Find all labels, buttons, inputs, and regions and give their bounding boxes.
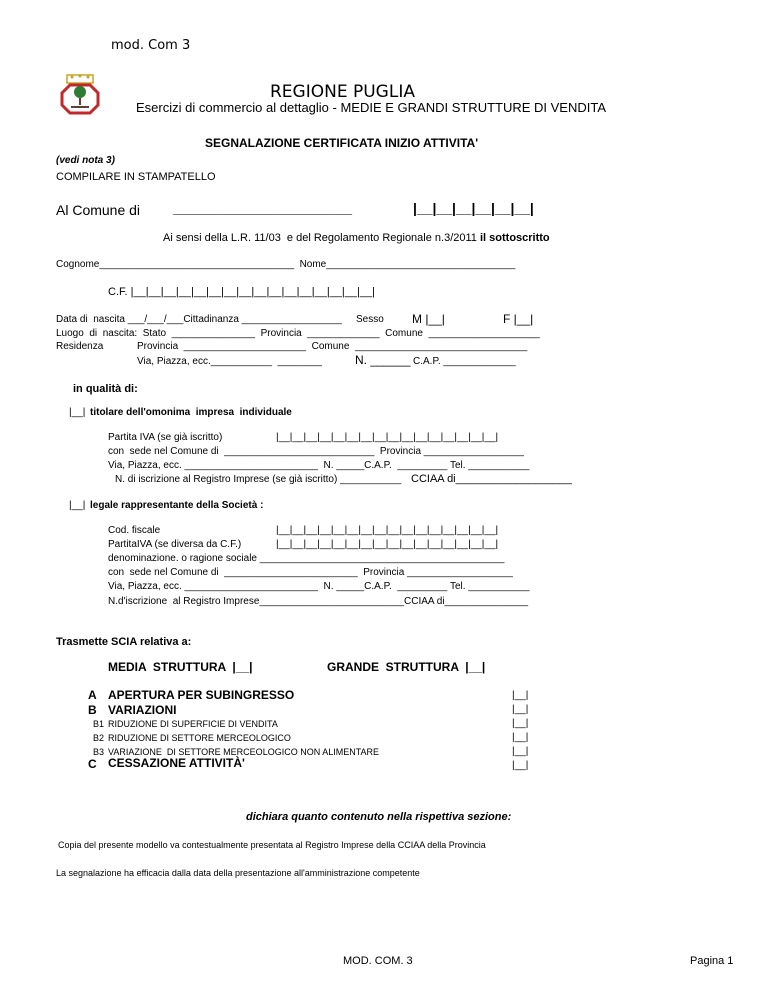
legale-via-field[interactable]: Via, Piazza, ecc. ________________________ N. _____C.A.P. _________ Tel. ___________ [108, 581, 530, 592]
scia-item-label: CESSAZIONE ATTIVITÀ' [108, 756, 245, 770]
page-number: Pagina 1 [690, 955, 734, 967]
scia-item-checkbox[interactable]: |__| [512, 732, 529, 743]
comune-code-boxes[interactable]: |__|__|__|__|__|__| [413, 200, 534, 216]
titolare-label: titolare dell'omonima impresa individuale [90, 407, 292, 418]
media-struttura-checkbox[interactable]: MEDIA STRUTTURA |__| [108, 660, 253, 674]
residenza-via-field[interactable]: Via, Piazza, ecc.___________ ________ [137, 356, 322, 367]
legale-piva-label: PartitaIVA (se diversa da C.F.) [108, 539, 242, 550]
legale-sede-field[interactable]: con sede nel Comune di ________________________ Provincia ___________________ [108, 567, 513, 578]
scia-item-letter: B2 [93, 733, 105, 743]
scia-item-checkbox[interactable]: |__| [512, 690, 529, 701]
residenza-cap-field[interactable]: C.A.P. _____________ [413, 356, 516, 367]
titolare-cciaa-field[interactable]: CCIAA di___________________ [411, 473, 572, 485]
legale-registro-field[interactable]: N.d'iscrizione al Registro Imprese__________________________CCIAA di_______________ [108, 596, 528, 607]
dichiara-text: dichiara quanto contenuto nella rispettiva sezione: [246, 811, 512, 823]
residenza-provincia-field[interactable]: Provincia ______________________ Comune _______________________________ [137, 341, 528, 352]
legale-cf-label: Cod. fiscale [108, 525, 161, 536]
legale-denominazione-field[interactable]: denominazione. o ragione sociale ____________________________________________ [108, 553, 505, 564]
efficacia-notice: La segnalazione ha efficacia dalla data della presentazione all'amministrazione competente [56, 868, 420, 878]
titolare-checkbox[interactable]: |__| [69, 407, 86, 418]
scia-item-letter: B [88, 703, 97, 717]
legale-label: legale rappresentante della Società : [90, 500, 264, 511]
qualita-heading: in qualità di: [73, 383, 138, 395]
scia-item-label: VARIAZIONI [108, 703, 177, 717]
titolare-sede-field[interactable]: con sede nel Comune di ___________________________ Provincia __________________ [108, 446, 524, 457]
legale-cf-boxes[interactable]: |__|__|__|__|__|__|__|__|__|__|__|__|__|__|__|__| [276, 525, 499, 536]
scia-item-checkbox[interactable]: |__| [512, 760, 529, 771]
data-nascita-field[interactable]: Data di nascita ___/___/___Cittadinanza __________________ [56, 314, 342, 325]
scia-item-letter: A [88, 688, 97, 702]
document-title: SEGNALAZIONE CERTIFICATA INIZIO ATTIVITA' [205, 136, 479, 150]
sesso-f-checkbox[interactable]: F |__| [503, 312, 534, 326]
residenza-numero-field[interactable]: N. ______ [355, 353, 411, 367]
region-title: REGIONE PUGLIA [270, 82, 415, 102]
scia-item-label: RIDUZIONE DI SETTORE MERCEOLOGICO [108, 733, 291, 743]
grande-struttura-checkbox[interactable]: GRANDE STRUTTURA |__| [327, 660, 486, 674]
comune-label: Al Comune di [56, 202, 141, 218]
form-subtitle: Esercizi di commercio al dettaglio - MEDIE E GRANDI STRUTTURE DI VENDITA [136, 100, 607, 115]
scia-item-checkbox[interactable]: |__| [512, 746, 529, 757]
luogo-nascita-field[interactable]: Luogo di nascita: Stato _______________ Provincia _____________ Comune ____________________ [56, 328, 540, 339]
titolare-piva-boxes[interactable]: |__|__|__|__|__|__|__|__|__|__|__|__|__|__|__|__| [276, 432, 499, 443]
scia-item-label: RIDUZIONE DI SUPERFICIE DI VENDITA [108, 719, 278, 729]
codice-fiscale-boxes[interactable]: C.F. |__|__|__|__|__|__|__|__|__|__|__|__|__|__|__|__| [108, 286, 375, 298]
note-reference: (vedi nota 3) [56, 155, 115, 166]
legal-reference: Ai sensi della L.R. 11/03 e del Regolamento Regionale n.3/2011 il sottoscritto [163, 232, 550, 244]
instruction-text: COMPILARE IN STAMPATELLO [56, 171, 216, 183]
scia-item-label: VARIAZIONE DI SETTORE MERCEOLOGICO NON ALIMENTARE [108, 747, 380, 757]
scia-item-letter: B3 [93, 747, 105, 757]
scia-item-checkbox[interactable]: |__| [512, 718, 529, 729]
scia-heading: Trasmette SCIA relativa a: [56, 636, 192, 648]
comune-field[interactable]: _______________________ [173, 200, 353, 216]
footer-form-code: MOD. COM. 3 [343, 955, 413, 967]
legale-piva-boxes[interactable]: |__|__|__|__|__|__|__|__|__|__|__|__|__|__|__|__| [276, 539, 499, 550]
residenza-label: Residenza [56, 341, 104, 352]
scia-item-letter: C [88, 757, 97, 771]
legale-checkbox[interactable]: |__| [69, 500, 86, 511]
titolare-via-field[interactable]: Via, Piazza, ecc. ________________________ N. _____C.A.P. _________ Tel. ___________ [108, 460, 530, 471]
scia-item-checkbox[interactable]: |__| [512, 704, 529, 715]
titolare-piva-label: Partita IVA (se già iscritto) [108, 432, 223, 443]
sesso-label: Sesso [356, 314, 384, 325]
mod-reference: mod. Com 3 [111, 38, 191, 53]
cognome-nome-fields[interactable]: Cognome___________________________________ Nome__________________________________ [56, 259, 516, 270]
scia-item-letter: B1 [93, 719, 105, 729]
sesso-m-checkbox[interactable]: M |__| [412, 312, 445, 326]
scia-item-label: APERTURA PER SUBINGRESSO [108, 688, 295, 702]
titolare-registro-field[interactable]: N. di iscrizione al Registro Imprese (se già iscritto) ___________ [115, 474, 402, 485]
copia-notice: Copia del presente modello va contestualmente presentata al Registro Imprese della CCIAA della Provincia [58, 840, 486, 850]
regione-puglia-coat-of-arms-icon [55, 73, 105, 123]
